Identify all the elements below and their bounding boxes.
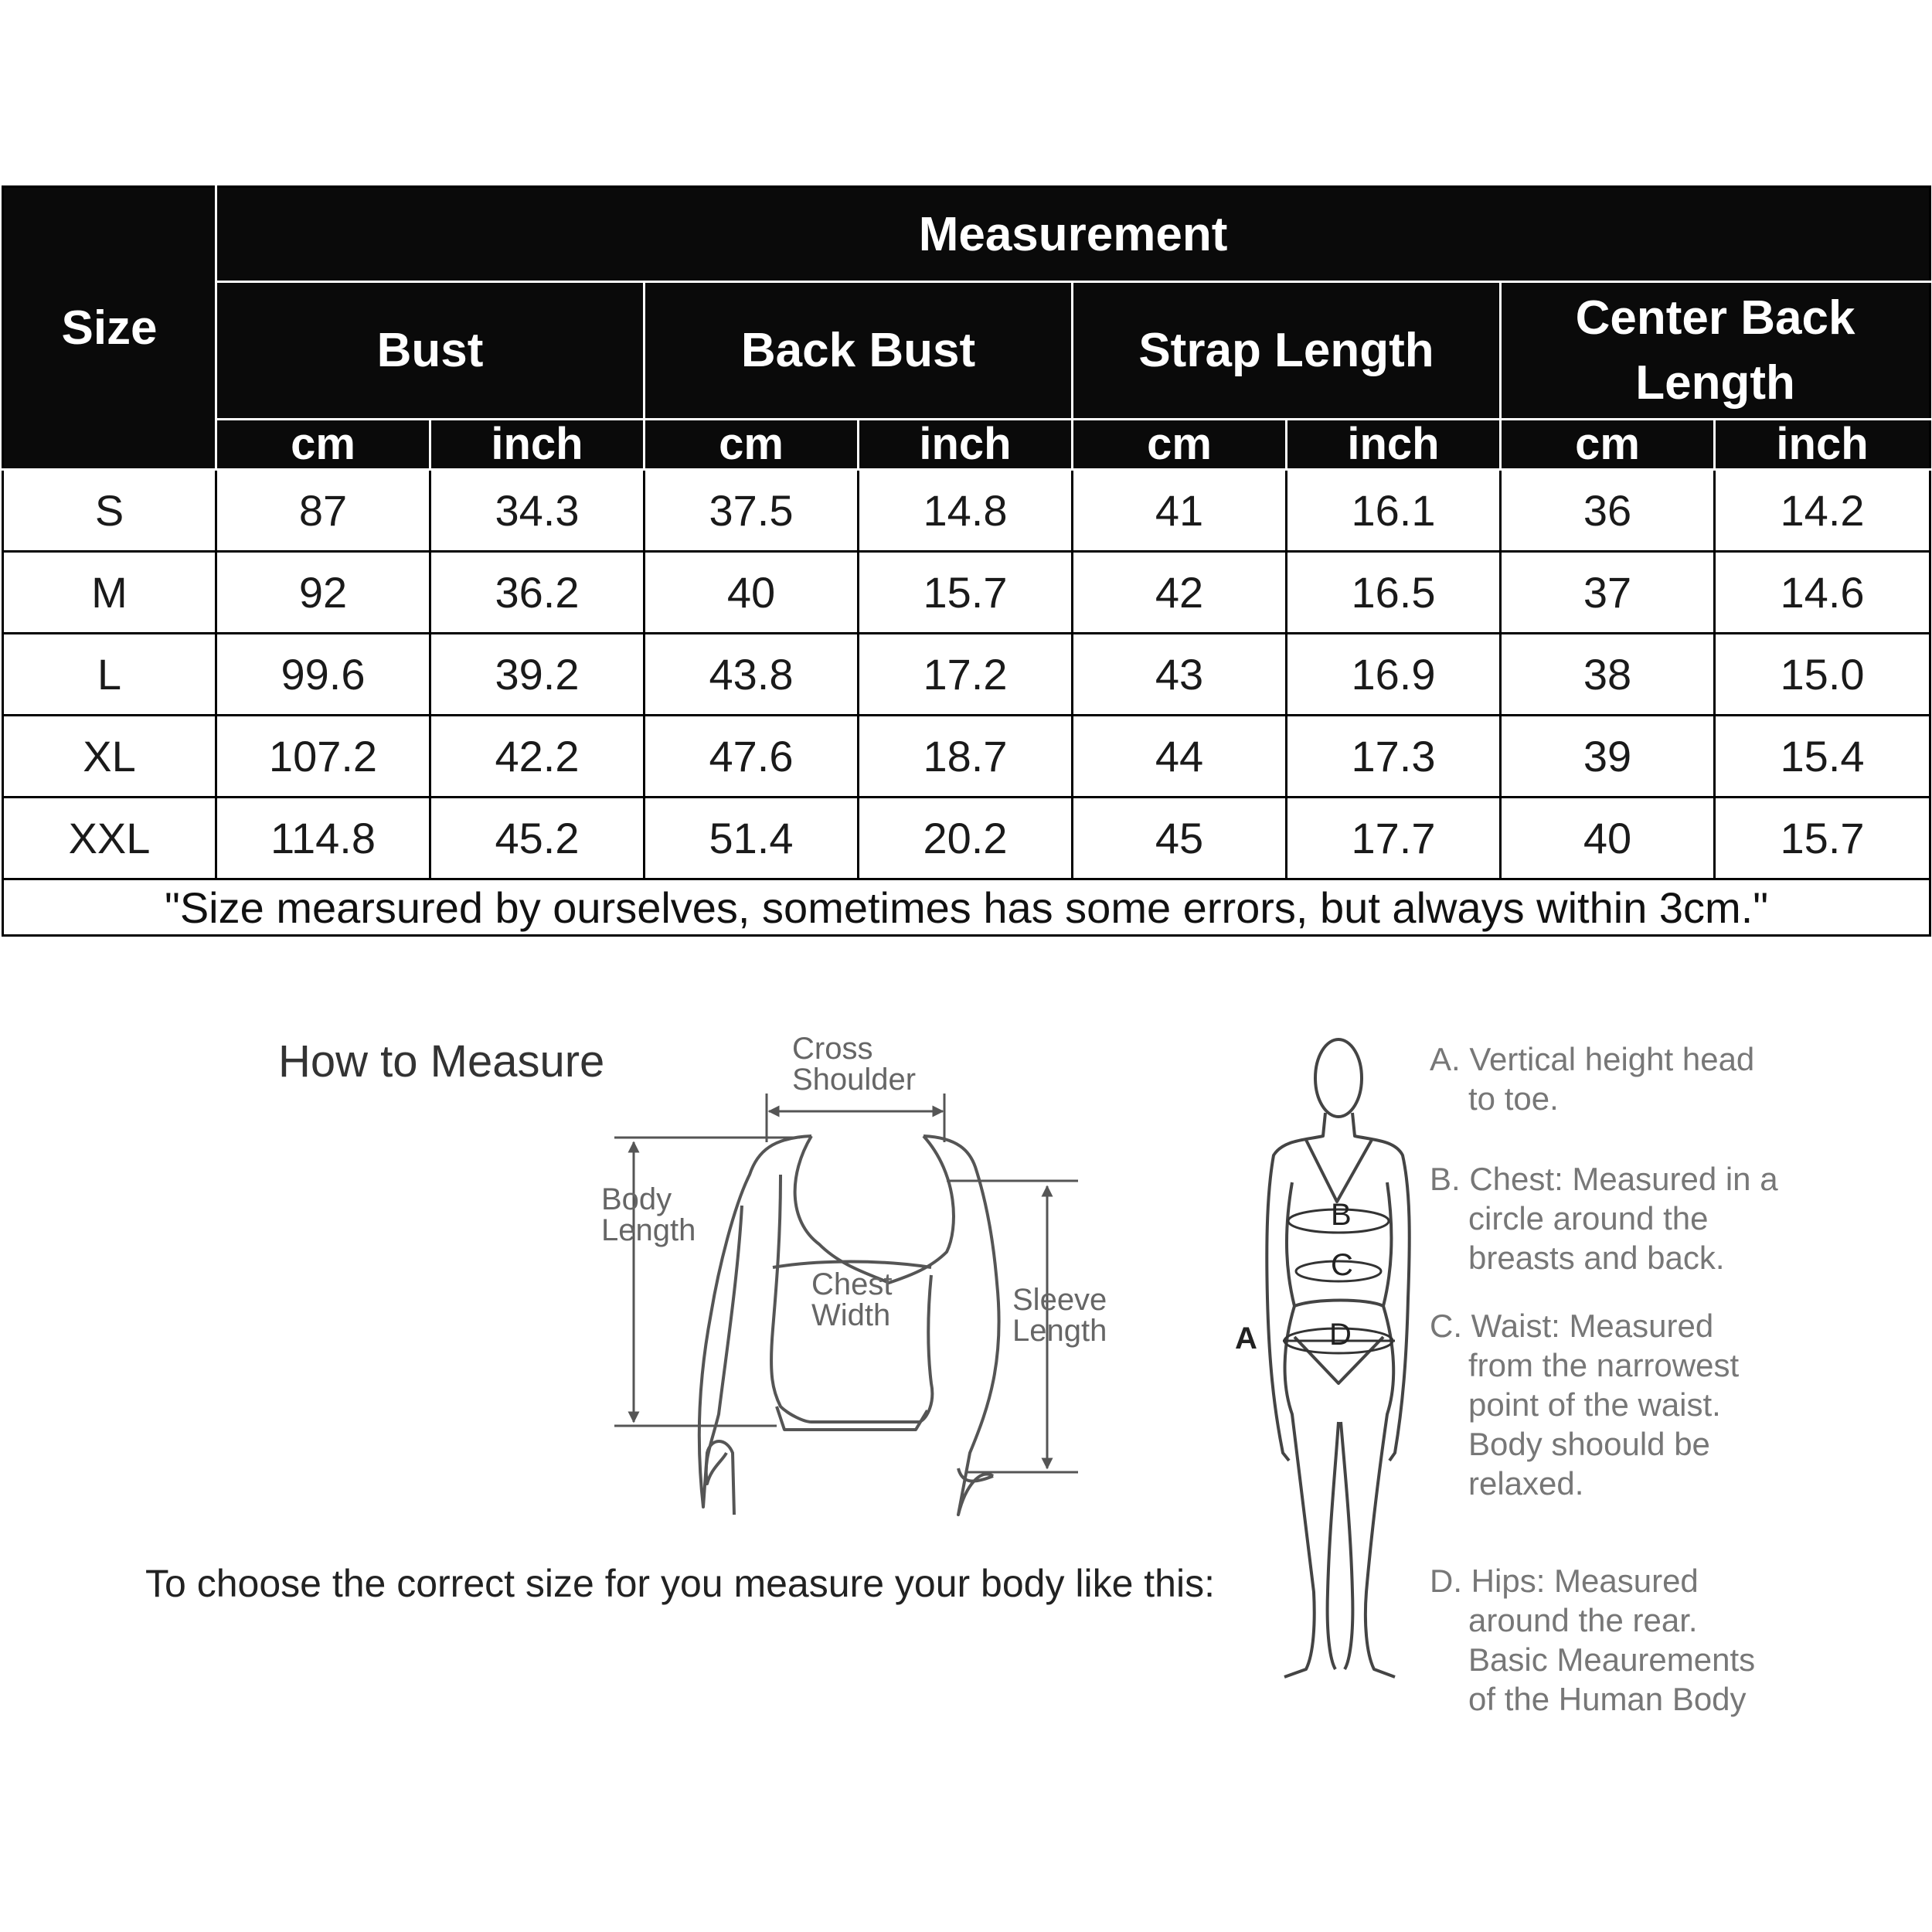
value-cell: 36 xyxy=(1501,470,1715,552)
value-cell: 16.5 xyxy=(1287,552,1501,634)
unit-header: inch xyxy=(859,420,1073,470)
group-header-center-back-length: Center Back Length xyxy=(1501,282,1930,420)
cross-shoulder-label-line2: Shoulder xyxy=(792,1063,917,1097)
value-cell: 20.2 xyxy=(859,798,1073,879)
size-cell: S xyxy=(3,470,216,552)
size-header: Size xyxy=(3,187,216,470)
body-marker-b: B xyxy=(1331,1198,1352,1232)
size-note: "Size mearsured by ourselves, sometimes has some errors, but always within 3cm." xyxy=(3,879,1930,936)
value-cell: 14.6 xyxy=(1715,552,1930,634)
size-cell: XXL xyxy=(3,798,216,879)
legend-item xyxy=(1430,1039,1754,1118)
value-cell: 42.2 xyxy=(430,716,645,798)
body-marker-a: A xyxy=(1235,1321,1257,1355)
value-cell: 34.3 xyxy=(430,470,645,552)
legend-item-line: to toe. xyxy=(1468,1080,1559,1117)
legend-item-line: around the rear. xyxy=(1468,1602,1698,1638)
legend-item-line: breasts and back. xyxy=(1468,1240,1725,1276)
legend-item-line: point of the waist. xyxy=(1468,1386,1721,1423)
value-cell: 15.7 xyxy=(859,552,1073,634)
unit-header: inch xyxy=(430,420,645,470)
value-cell: 42 xyxy=(1073,552,1287,634)
value-cell: 17.7 xyxy=(1287,798,1501,879)
unit-header: cm xyxy=(1073,420,1287,470)
value-cell: 43.8 xyxy=(645,634,859,716)
value-cell: 40 xyxy=(645,552,859,634)
cross-shoulder-dimension xyxy=(767,1094,944,1142)
value-cell: 47.6 xyxy=(645,716,859,798)
sleeve-length-label-line1: Sleeve xyxy=(1012,1283,1107,1317)
value-cell: 45 xyxy=(1073,798,1287,879)
group-header-back-bust: Back Bust xyxy=(645,282,1073,420)
size-cell: L xyxy=(3,634,216,716)
chest-width-label-line2: Width xyxy=(811,1298,891,1332)
size-cell: M xyxy=(3,552,216,634)
legend-item xyxy=(1430,1561,1755,1719)
value-cell: 51.4 xyxy=(645,798,859,879)
legend-item-line: circle around the xyxy=(1468,1200,1709,1236)
cross-shoulder-label-line1: Cross xyxy=(792,1032,873,1066)
legend-item-title: C. Waist: Measured xyxy=(1430,1308,1714,1344)
value-cell: 18.7 xyxy=(859,716,1073,798)
unit-header: cm xyxy=(216,420,430,470)
value-cell: 45.2 xyxy=(430,798,645,879)
value-cell: 38 xyxy=(1501,634,1715,716)
choose-size-instruction: To choose the correct size for you measure your body like this: xyxy=(145,1562,1215,1605)
unit-header: cm xyxy=(645,420,859,470)
legend-item-title: D. Hips: Measured xyxy=(1430,1563,1699,1599)
value-cell: 15.7 xyxy=(1715,798,1930,879)
body-length-label-line2: Length xyxy=(601,1213,696,1247)
body-marker-d: D xyxy=(1329,1318,1352,1352)
size-cell: XL xyxy=(3,716,216,798)
value-cell: 14.2 xyxy=(1715,470,1930,552)
legend-item xyxy=(1430,1159,1778,1277)
legend-item-title: B. Chest: Measured in a xyxy=(1430,1161,1778,1197)
value-cell: 92 xyxy=(216,552,430,634)
value-cell: 17.3 xyxy=(1287,716,1501,798)
value-cell: 36.2 xyxy=(430,552,645,634)
body-marker-c: C xyxy=(1331,1248,1353,1282)
value-cell: 43 xyxy=(1073,634,1287,716)
value-cell: 16.1 xyxy=(1287,470,1501,552)
legend-item-line: from the narrowest xyxy=(1468,1347,1740,1383)
body-length-label-line1: Body xyxy=(601,1182,672,1216)
value-cell: 39.2 xyxy=(430,634,645,716)
chest-width-label-line1: Chest xyxy=(811,1267,893,1301)
value-cell: 40 xyxy=(1501,798,1715,879)
how-to-measure-title: How to Measure xyxy=(278,1036,605,1087)
value-cell: 44 xyxy=(1073,716,1287,798)
value-cell: 41 xyxy=(1073,470,1287,552)
human-body-figure xyxy=(1267,1039,1409,1677)
value-cell: 114.8 xyxy=(216,798,430,879)
value-cell: 39 xyxy=(1501,716,1715,798)
value-cell: 87 xyxy=(216,470,430,552)
sleeve-length-label-line2: Length xyxy=(1012,1314,1107,1348)
legend-item-title: A. Vertical height head xyxy=(1430,1041,1755,1077)
unit-header: inch xyxy=(1287,420,1501,470)
value-cell: 37 xyxy=(1501,552,1715,634)
group-header-strap-length: Strap Length xyxy=(1073,282,1501,420)
measurement-header: Measurement xyxy=(216,187,1930,282)
value-cell: 99.6 xyxy=(216,634,430,716)
group-header-bust: Bust xyxy=(216,282,645,420)
unit-header: cm xyxy=(1501,420,1715,470)
legend-item xyxy=(1430,1306,1739,1503)
value-cell: 17.2 xyxy=(859,634,1073,716)
legend-item-line: Body shoould be xyxy=(1468,1426,1710,1462)
value-cell: 14.8 xyxy=(859,470,1073,552)
value-cell: 15.4 xyxy=(1715,716,1930,798)
unit-header: inch xyxy=(1715,420,1930,470)
value-cell: 107.2 xyxy=(216,716,430,798)
legend-item-line: Basic Meaurements xyxy=(1468,1641,1756,1678)
value-cell: 15.0 xyxy=(1715,634,1930,716)
legend-item-line: of the Human Body xyxy=(1468,1681,1747,1717)
value-cell: 16.9 xyxy=(1287,634,1501,716)
legend-item-line: relaxed. xyxy=(1468,1465,1584,1502)
value-cell: 37.5 xyxy=(645,470,859,552)
